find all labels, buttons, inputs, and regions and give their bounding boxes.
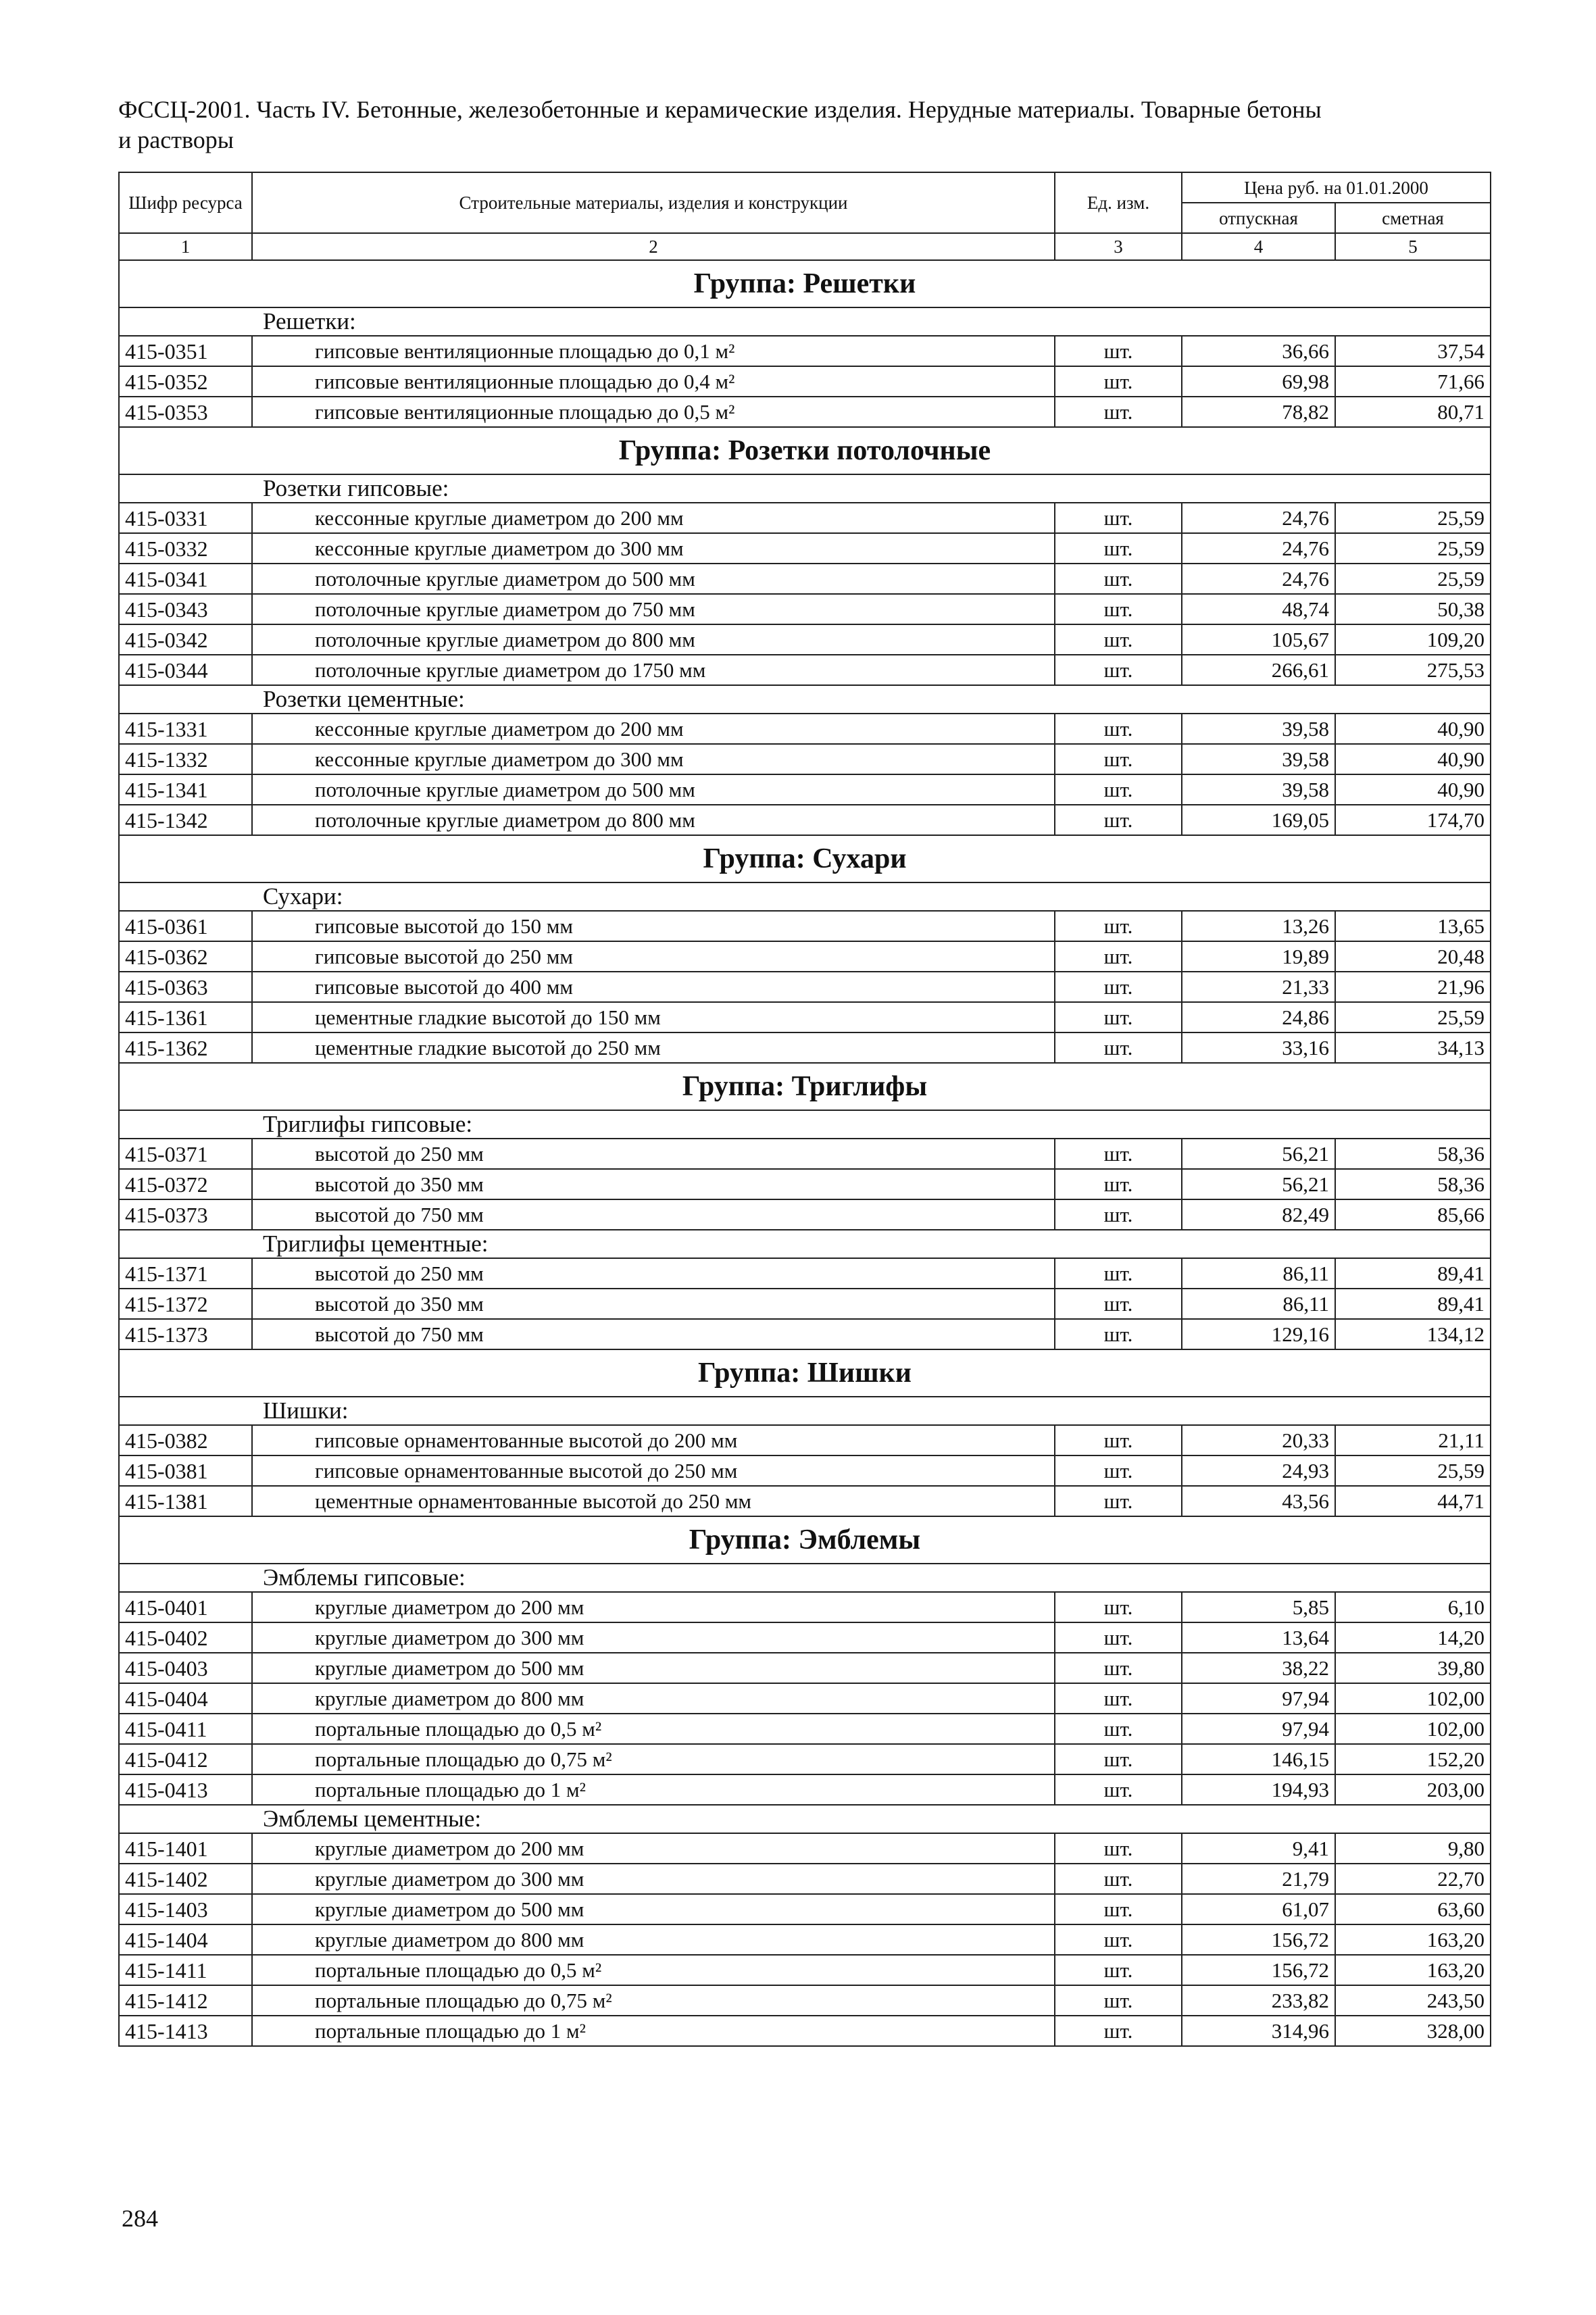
estimate-price: 102,00 xyxy=(1335,1683,1491,1714)
table-row xyxy=(119,503,1491,533)
resource-code: 415-0402 xyxy=(119,1622,252,1653)
estimate-price: 13,65 xyxy=(1335,911,1491,941)
release-price: 13,64 xyxy=(1182,1622,1335,1653)
unit-cell: шт. xyxy=(1055,774,1182,805)
estimate-price: 109,20 xyxy=(1335,624,1491,655)
table-row xyxy=(119,1258,1491,1289)
release-price: 56,21 xyxy=(1182,1169,1335,1199)
item-name: круглые диаметром до 200 мм xyxy=(252,1833,1055,1864)
item-name: круглые диаметром до 300 мм xyxy=(252,1622,1055,1653)
estimate-price: 85,66 xyxy=(1335,1199,1491,1230)
estimate-price: 25,59 xyxy=(1335,503,1491,533)
item-name: портальные площадью до 1 м² xyxy=(252,2016,1055,2046)
item-name: высотой до 250 мм xyxy=(252,1139,1055,1169)
estimate-price: 6,10 xyxy=(1335,1592,1491,1622)
item-name: высотой до 350 мм xyxy=(252,1169,1055,1199)
subgroup-title: Шишки: xyxy=(119,1397,1491,1425)
unit-cell: шт. xyxy=(1055,1169,1182,1199)
table-row xyxy=(119,1199,1491,1230)
resource-code: 415-0372 xyxy=(119,1169,252,1199)
item-name: круглые диаметром до 200 мм xyxy=(252,1592,1055,1622)
table-row xyxy=(119,1985,1491,2016)
release-price: 146,15 xyxy=(1182,1744,1335,1774)
table-row xyxy=(119,624,1491,655)
estimate-price: 275,53 xyxy=(1335,655,1491,685)
unit-cell: шт. xyxy=(1055,564,1182,594)
release-price: 156,72 xyxy=(1182,1924,1335,1955)
item-name: портальные площадью до 1 м² xyxy=(252,1774,1055,1805)
unit-cell: шт. xyxy=(1055,336,1182,366)
table-row xyxy=(119,1864,1491,1894)
item-name: круглые диаметром до 500 мм xyxy=(252,1653,1055,1683)
table-row xyxy=(119,1774,1491,1805)
resource-code: 415-1413 xyxy=(119,2016,252,2046)
unit-cell: шт. xyxy=(1055,1139,1182,1169)
table-row xyxy=(119,336,1491,366)
resource-code: 415-0342 xyxy=(119,624,252,655)
resource-code: 415-0352 xyxy=(119,366,252,397)
estimate-price: 71,66 xyxy=(1335,366,1491,397)
release-price: 9,41 xyxy=(1182,1833,1335,1864)
resource-code: 415-0353 xyxy=(119,397,252,427)
group-title: Группа: Розетки потолочные xyxy=(119,427,1491,474)
item-name: круглые диаметром до 800 мм xyxy=(252,1924,1055,1955)
unit-cell: шт. xyxy=(1055,744,1182,774)
unit-cell: шт. xyxy=(1055,911,1182,941)
unit-cell: шт. xyxy=(1055,397,1182,427)
header-name: Строительные материалы, изделия и конструкции xyxy=(252,172,1055,233)
resource-code: 415-0412 xyxy=(119,1744,252,1774)
column-number: 3 xyxy=(1055,233,1182,260)
estimate-price: 21,11 xyxy=(1335,1425,1491,1455)
item-name: портальные площадью до 0,75 м² xyxy=(252,1744,1055,1774)
unit-cell: шт. xyxy=(1055,655,1182,685)
estimate-price: 44,71 xyxy=(1335,1486,1491,1516)
table-row xyxy=(119,1955,1491,1985)
resource-code: 415-1381 xyxy=(119,1486,252,1516)
release-price: 24,76 xyxy=(1182,503,1335,533)
header-code: Шифр ресурса xyxy=(119,172,252,233)
item-name: портальные площадью до 0,75 м² xyxy=(252,1985,1055,2016)
resource-code: 415-1371 xyxy=(119,1258,252,1289)
estimate-price: 89,41 xyxy=(1335,1289,1491,1319)
release-price: 314,96 xyxy=(1182,2016,1335,2046)
resource-code: 415-1401 xyxy=(119,1833,252,1864)
item-name: высотой до 750 мм xyxy=(252,1199,1055,1230)
table-row xyxy=(119,397,1491,427)
release-price: 61,07 xyxy=(1182,1894,1335,1924)
table-row xyxy=(119,1653,1491,1683)
table-row xyxy=(119,1833,1491,1864)
header-price: Цена руб. на 01.01.2000 xyxy=(1182,172,1491,203)
table-row xyxy=(119,655,1491,685)
item-name: потолочные круглые диаметром до 750 мм xyxy=(252,594,1055,624)
subgroup-title: Розетки цементные: xyxy=(119,685,1491,714)
resource-code: 415-0411 xyxy=(119,1714,252,1744)
header-title-line-2: и растворы xyxy=(118,126,234,153)
table-row xyxy=(119,805,1491,835)
release-price: 13,26 xyxy=(1182,911,1335,941)
item-name: потолочные круглые диаметром до 500 мм xyxy=(252,774,1055,805)
group-title: Группа: Решетки xyxy=(119,260,1491,307)
estimate-price: 25,59 xyxy=(1335,1455,1491,1486)
item-name: кессонные круглые диаметром до 200 мм xyxy=(252,503,1055,533)
unit-cell: шт. xyxy=(1055,1032,1182,1063)
item-name: высотой до 350 мм xyxy=(252,1289,1055,1319)
release-price: 5,85 xyxy=(1182,1592,1335,1622)
item-name: цементные гладкие высотой до 250 мм xyxy=(252,1032,1055,1063)
resource-code: 415-1342 xyxy=(119,805,252,835)
estimate-price: 152,20 xyxy=(1335,1744,1491,1774)
resource-code: 415-1372 xyxy=(119,1289,252,1319)
release-price: 21,79 xyxy=(1182,1864,1335,1894)
group-heading-row xyxy=(119,835,1491,882)
unit-cell: шт. xyxy=(1055,1319,1182,1349)
unit-cell: шт. xyxy=(1055,1774,1182,1805)
estimate-price: 80,71 xyxy=(1335,397,1491,427)
estimate-price: 21,96 xyxy=(1335,972,1491,1002)
estimate-price: 40,90 xyxy=(1335,714,1491,744)
release-price: 24,76 xyxy=(1182,533,1335,564)
unit-cell: шт. xyxy=(1055,1924,1182,1955)
release-price: 169,05 xyxy=(1182,805,1335,835)
table-row xyxy=(119,1032,1491,1063)
item-name: потолочные круглые диаметром до 800 мм xyxy=(252,805,1055,835)
group-title: Группа: Эмблемы xyxy=(119,1516,1491,1564)
item-name: гипсовые высотой до 150 мм xyxy=(252,911,1055,941)
subgroup-heading-row xyxy=(119,474,1491,503)
estimate-price: 25,59 xyxy=(1335,564,1491,594)
group-heading-row xyxy=(119,1516,1491,1564)
item-name: гипсовые орнаментованные высотой до 250 мм xyxy=(252,1455,1055,1486)
table-row xyxy=(119,911,1491,941)
estimate-price: 243,50 xyxy=(1335,1985,1491,2016)
column-number: 4 xyxy=(1182,233,1335,260)
unit-cell: шт. xyxy=(1055,624,1182,655)
resource-code: 415-1403 xyxy=(119,1894,252,1924)
unit-cell: шт. xyxy=(1055,805,1182,835)
release-price: 97,94 xyxy=(1182,1683,1335,1714)
release-price: 21,33 xyxy=(1182,972,1335,1002)
table-row xyxy=(119,1683,1491,1714)
table-row xyxy=(119,2016,1491,2046)
resource-code: 415-0344 xyxy=(119,655,252,685)
estimate-price: 50,38 xyxy=(1335,594,1491,624)
unit-cell: шт. xyxy=(1055,1653,1182,1683)
table-row xyxy=(119,774,1491,805)
unit-cell: шт. xyxy=(1055,1864,1182,1894)
unit-cell: шт. xyxy=(1055,1894,1182,1924)
column-number: 2 xyxy=(252,233,1055,260)
resource-code: 415-1332 xyxy=(119,744,252,774)
resource-code: 415-0401 xyxy=(119,1592,252,1622)
table-row xyxy=(119,941,1491,972)
resource-code: 415-0403 xyxy=(119,1653,252,1683)
table-row xyxy=(119,744,1491,774)
resource-code: 415-1341 xyxy=(119,774,252,805)
group-heading-row xyxy=(119,1349,1491,1397)
release-price: 56,21 xyxy=(1182,1139,1335,1169)
group-title: Группа: Триглифы xyxy=(119,1063,1491,1110)
subgroup-title: Триглифы гипсовые: xyxy=(119,1110,1491,1139)
unit-cell: шт. xyxy=(1055,1258,1182,1289)
resource-code: 415-0331 xyxy=(119,503,252,533)
subgroup-title: Эмблемы цементные: xyxy=(119,1805,1491,1833)
resource-code: 415-0361 xyxy=(119,911,252,941)
unit-cell: шт. xyxy=(1055,1833,1182,1864)
unit-cell: шт. xyxy=(1055,714,1182,744)
subgroup-heading-row xyxy=(119,1110,1491,1139)
table-row xyxy=(119,1455,1491,1486)
release-price: 43,56 xyxy=(1182,1486,1335,1516)
estimate-price: 37,54 xyxy=(1335,336,1491,366)
table-row xyxy=(119,1622,1491,1653)
release-price: 36,66 xyxy=(1182,336,1335,366)
unit-cell: шт. xyxy=(1055,1985,1182,2016)
unit-cell: шт. xyxy=(1055,1002,1182,1032)
release-price: 266,61 xyxy=(1182,655,1335,685)
resource-code: 415-0404 xyxy=(119,1683,252,1714)
item-name: высотой до 250 мм xyxy=(252,1258,1055,1289)
table-row xyxy=(119,564,1491,594)
table-row xyxy=(119,1592,1491,1622)
estimate-price: 39,80 xyxy=(1335,1653,1491,1683)
release-price: 24,86 xyxy=(1182,1002,1335,1032)
table-row xyxy=(119,533,1491,564)
estimate-price: 203,00 xyxy=(1335,1774,1491,1805)
estimate-price: 14,20 xyxy=(1335,1622,1491,1653)
resource-code: 415-0363 xyxy=(119,972,252,1002)
item-name: гипсовые вентиляционные площадью до 0,4 м² xyxy=(252,366,1055,397)
unit-cell: шт. xyxy=(1055,533,1182,564)
resource-code: 415-1362 xyxy=(119,1032,252,1063)
resource-code: 415-1402 xyxy=(119,1864,252,1894)
header-release-price: отпускная xyxy=(1182,203,1335,233)
header-title-line-1: ФССЦ-2001. Часть IV. Бетонные, железобетонные и керамические изделия. Нерудные материалы. Товарные бетоны xyxy=(118,96,1322,123)
unit-cell: шт. xyxy=(1055,1622,1182,1653)
resource-code: 415-0362 xyxy=(119,941,252,972)
table-row xyxy=(119,1289,1491,1319)
resource-code: 415-1411 xyxy=(119,1955,252,1985)
item-name: цементные гладкие высотой до 150 мм xyxy=(252,1002,1055,1032)
estimate-price: 25,59 xyxy=(1335,1002,1491,1032)
table-body xyxy=(119,260,1491,2046)
estimate-price: 40,90 xyxy=(1335,744,1491,774)
group-heading-row xyxy=(119,260,1491,307)
release-price: 86,11 xyxy=(1182,1258,1335,1289)
unit-cell: шт. xyxy=(1055,1714,1182,1744)
estimate-price: 89,41 xyxy=(1335,1258,1491,1289)
subgroup-title: Триглифы цементные: xyxy=(119,1230,1491,1258)
release-price: 24,76 xyxy=(1182,564,1335,594)
release-price: 82,49 xyxy=(1182,1199,1335,1230)
unit-cell: шт. xyxy=(1055,594,1182,624)
item-name: кессонные круглые диаметром до 200 мм xyxy=(252,714,1055,744)
release-price: 129,16 xyxy=(1182,1319,1335,1349)
column-number: 1 xyxy=(119,233,252,260)
subgroup-heading-row xyxy=(119,1397,1491,1425)
resource-code: 415-0351 xyxy=(119,336,252,366)
resource-code: 415-1404 xyxy=(119,1924,252,1955)
table-row xyxy=(119,1169,1491,1199)
subgroup-title: Сухари: xyxy=(119,882,1491,911)
table-row xyxy=(119,594,1491,624)
resource-code: 415-1412 xyxy=(119,1985,252,2016)
unit-cell: шт. xyxy=(1055,1744,1182,1774)
resource-code: 415-0381 xyxy=(119,1455,252,1486)
release-price: 33,16 xyxy=(1182,1032,1335,1063)
release-price: 233,82 xyxy=(1182,1985,1335,2016)
release-price: 24,93 xyxy=(1182,1455,1335,1486)
estimate-price: 22,70 xyxy=(1335,1864,1491,1894)
subgroup-heading-row xyxy=(119,685,1491,714)
item-name: кессонные круглые диаметром до 300 мм xyxy=(252,533,1055,564)
item-name: портальные площадью до 0,5 м² xyxy=(252,1955,1055,1985)
table-row xyxy=(119,1714,1491,1744)
group-heading-row xyxy=(119,427,1491,474)
estimate-price: 174,70 xyxy=(1335,805,1491,835)
estimate-price: 9,80 xyxy=(1335,1833,1491,1864)
resource-code: 415-0332 xyxy=(119,533,252,564)
release-price: 19,89 xyxy=(1182,941,1335,972)
resource-code: 415-0343 xyxy=(119,594,252,624)
price-table xyxy=(118,172,1491,2047)
resource-code: 415-1331 xyxy=(119,714,252,744)
subgroup-title: Решетки: xyxy=(119,307,1491,336)
header-unit: Ед. изм. xyxy=(1055,172,1182,233)
release-price: 78,82 xyxy=(1182,397,1335,427)
release-price: 39,58 xyxy=(1182,774,1335,805)
item-name: потолочные круглые диаметром до 1750 мм xyxy=(252,655,1055,685)
table-row xyxy=(119,1319,1491,1349)
header-estimate-price: сметная xyxy=(1335,203,1491,233)
subgroup-title: Розетки гипсовые: xyxy=(119,474,1491,503)
estimate-price: 58,36 xyxy=(1335,1139,1491,1169)
resource-code: 415-1373 xyxy=(119,1319,252,1349)
table-row xyxy=(119,366,1491,397)
column-number: 5 xyxy=(1335,233,1491,260)
table-row xyxy=(119,1924,1491,1955)
table-row xyxy=(119,1744,1491,1774)
release-price: 156,72 xyxy=(1182,1955,1335,1985)
unit-cell: шт. xyxy=(1055,941,1182,972)
unit-cell: шт. xyxy=(1055,1955,1182,1985)
group-title: Группа: Шишки xyxy=(119,1349,1491,1397)
release-price: 105,67 xyxy=(1182,624,1335,655)
item-name: цементные орнаментованные высотой до 250 мм xyxy=(252,1486,1055,1516)
resource-code: 415-0373 xyxy=(119,1199,252,1230)
table-row xyxy=(119,1486,1491,1516)
item-name: потолочные круглые диаметром до 500 мм xyxy=(252,564,1055,594)
resource-code: 415-0382 xyxy=(119,1425,252,1455)
item-name: гипсовые орнаментованные высотой до 200 мм xyxy=(252,1425,1055,1455)
estimate-price: 163,20 xyxy=(1335,1924,1491,1955)
resource-code: 415-0341 xyxy=(119,564,252,594)
estimate-price: 20,48 xyxy=(1335,941,1491,972)
estimate-price: 328,00 xyxy=(1335,2016,1491,2046)
release-price: 48,74 xyxy=(1182,594,1335,624)
unit-cell: шт. xyxy=(1055,1455,1182,1486)
estimate-price: 102,00 xyxy=(1335,1714,1491,1744)
unit-cell: шт. xyxy=(1055,1683,1182,1714)
subgroup-heading-row xyxy=(119,1564,1491,1592)
page-header xyxy=(118,95,1490,155)
resource-code: 415-1361 xyxy=(119,1002,252,1032)
unit-cell: шт. xyxy=(1055,1425,1182,1455)
page-number: 284 xyxy=(122,2205,158,2232)
estimate-price: 134,12 xyxy=(1335,1319,1491,1349)
estimate-price: 63,60 xyxy=(1335,1894,1491,1924)
unit-cell: шт. xyxy=(1055,503,1182,533)
item-name: высотой до 750 мм xyxy=(252,1319,1055,1349)
unit-cell: шт. xyxy=(1055,1592,1182,1622)
subgroup-heading-row xyxy=(119,307,1491,336)
estimate-price: 25,59 xyxy=(1335,533,1491,564)
item-name: гипсовые вентиляционные площадью до 0,1 м² xyxy=(252,336,1055,366)
unit-cell: шт. xyxy=(1055,1289,1182,1319)
estimate-price: 163,20 xyxy=(1335,1955,1491,1985)
item-name: портальные площадью до 0,5 м² xyxy=(252,1714,1055,1744)
item-name: кессонные круглые диаметром до 300 мм xyxy=(252,744,1055,774)
table-row xyxy=(119,1894,1491,1924)
subgroup-heading-row xyxy=(119,1230,1491,1258)
group-title: Группа: Сухари xyxy=(119,835,1491,882)
resource-code: 415-0413 xyxy=(119,1774,252,1805)
table-row xyxy=(119,1425,1491,1455)
table-row xyxy=(119,714,1491,744)
unit-cell: шт. xyxy=(1055,1199,1182,1230)
item-name: гипсовые высотой до 250 мм xyxy=(252,941,1055,972)
release-price: 39,58 xyxy=(1182,714,1335,744)
release-price: 20,33 xyxy=(1182,1425,1335,1455)
estimate-price: 40,90 xyxy=(1335,774,1491,805)
release-price: 86,11 xyxy=(1182,1289,1335,1319)
table-row xyxy=(119,1002,1491,1032)
estimate-price: 58,36 xyxy=(1335,1169,1491,1199)
table-row xyxy=(119,1139,1491,1169)
subgroup-heading-row xyxy=(119,1805,1491,1833)
item-name: гипсовые высотой до 400 мм xyxy=(252,972,1055,1002)
unit-cell: шт. xyxy=(1055,972,1182,1002)
subgroup-title: Эмблемы гипсовые: xyxy=(119,1564,1491,1592)
item-name: круглые диаметром до 300 мм xyxy=(252,1864,1055,1894)
estimate-price: 34,13 xyxy=(1335,1032,1491,1063)
release-price: 39,58 xyxy=(1182,744,1335,774)
release-price: 194,93 xyxy=(1182,1774,1335,1805)
release-price: 69,98 xyxy=(1182,366,1335,397)
subgroup-heading-row xyxy=(119,882,1491,911)
resource-code: 415-0371 xyxy=(119,1139,252,1169)
release-price: 38,22 xyxy=(1182,1653,1335,1683)
group-heading-row xyxy=(119,1063,1491,1110)
unit-cell: шт. xyxy=(1055,2016,1182,2046)
unit-cell: шт. xyxy=(1055,1486,1182,1516)
release-price: 97,94 xyxy=(1182,1714,1335,1744)
unit-cell: шт. xyxy=(1055,366,1182,397)
table-row xyxy=(119,972,1491,1002)
item-name: круглые диаметром до 500 мм xyxy=(252,1894,1055,1924)
item-name: гипсовые вентиляционные площадью до 0,5 м² xyxy=(252,397,1055,427)
item-name: потолочные круглые диаметром до 800 мм xyxy=(252,624,1055,655)
item-name: круглые диаметром до 800 мм xyxy=(252,1683,1055,1714)
